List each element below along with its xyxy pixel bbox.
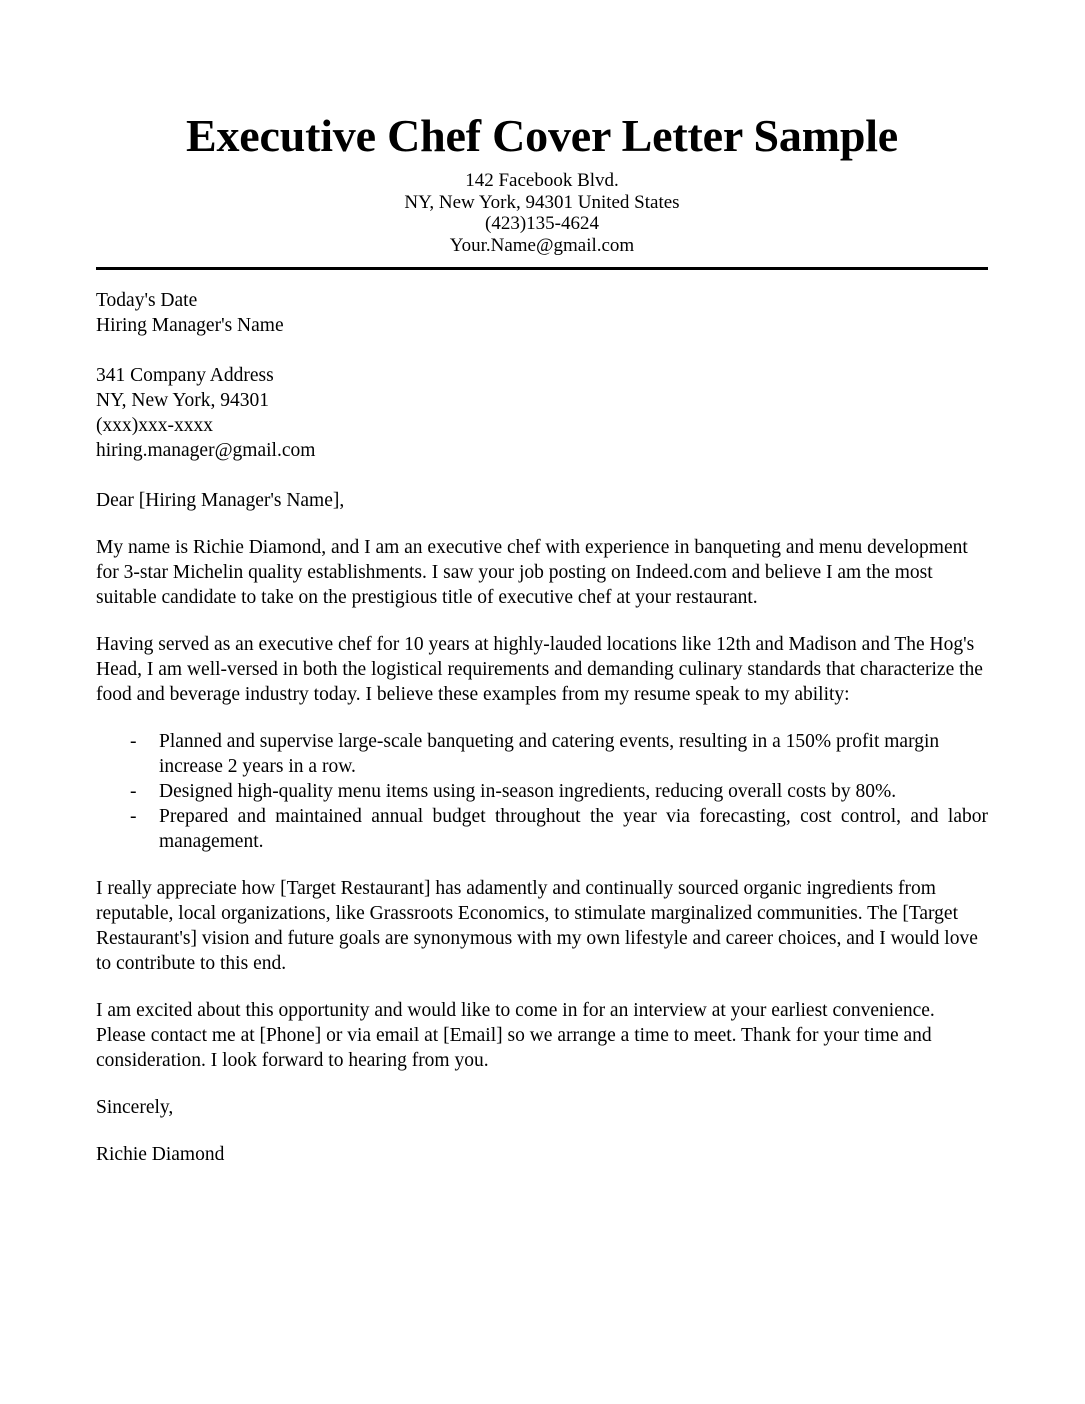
spacer-after-date-block: [96, 338, 988, 363]
recipient-email: hiring.manager@gmail.com: [96, 440, 316, 462]
list-item-text: Prepared and maintained annual budget throughout the year via forecasting, cost control, and labor management.: [159, 806, 988, 853]
recipient-address-block: [96, 363, 988, 463]
body-paragraph-2: Having served as an executive chef for 10 years at highly-lauded locations like 12th and Madison and The Hog's Head, I am well-versed in both the logistical requirements and demanding culinary standards that characterize the food and beverage industry today. I believe these examples from my resume speak to my ability:: [96, 634, 983, 706]
letter-body: [96, 270, 988, 1167]
sender-phone: (423)135-4624: [485, 213, 599, 235]
sender-city-state-zip: NY, New York, 94301 United States: [404, 191, 680, 213]
body-paragraph-3: I really appreciate how [Target Restaurant] has adamently and continually sourced organic ingredients from reputable, local organizations, like Grassroots Economics, to stimulate marginalized communities. The [Target Restaurant's] vision and future goals are synonymous with my own lifestyle and career choices, and I would love to contribute to this end.: [96, 878, 978, 975]
sender-email: Your.Name@gmail.com: [449, 234, 635, 256]
spacer-before-salutation: [96, 463, 988, 488]
salutation: Dear [Hiring Manager's Name],: [96, 490, 345, 512]
letterhead: [96, 0, 988, 270]
recipient-city-state-zip: NY, New York, 94301: [96, 390, 269, 412]
page-title: Executive Chef Cover Letter Sample: [186, 110, 898, 161]
list-item-text: Planned and supervise large-scale banqueting and catering events, resulting in a 150% profit margin increase 2 years in a row.: [159, 731, 940, 778]
signature-name: Richie Diamond: [96, 1144, 225, 1166]
list-item: [130, 729, 988, 779]
document-content: [96, 0, 988, 1167]
list-item: [130, 779, 988, 804]
bullet-dash-icon: -: [130, 731, 137, 753]
body-paragraph-4: I am excited about this opportunity and would like to come in for an interview at your earliest convenience. Please contact me at [Phone] or via email at [Email] so we arrange a time to meet. Thank for your time and consideration. I look forward to hearing from you.: [96, 1000, 935, 1072]
signoff: Sincerely,: [96, 1097, 174, 1119]
bullet-dash-icon: -: [130, 806, 137, 828]
sender-address-line: 142 Facebook Blvd.: [465, 170, 619, 192]
date-line: Today's Date: [96, 290, 198, 312]
body-paragraph-1: My name is Richie Diamond, and I am an executive chef with experience in banqueting and menu development for 3-star Michelin quality establishments. I saw your job posting on Indeed.com and believe I am the most suitable candidate to take on the prestigious title of executive chef at your restaurant.: [96, 537, 968, 609]
list-item: [130, 804, 988, 854]
achievements-list: [96, 729, 988, 854]
date-and-recipient-name-block: [96, 288, 988, 338]
recipient-name-line: Hiring Manager's Name: [96, 315, 284, 337]
list-item-text: Designed high-quality menu items using in-season ingredients, reducing overall costs by 80%.: [159, 781, 897, 803]
recipient-phone: (xxx)xxx-xxxx: [96, 415, 213, 437]
bullet-dash-icon: -: [130, 781, 137, 803]
recipient-address-line: 341 Company Address: [96, 365, 274, 387]
